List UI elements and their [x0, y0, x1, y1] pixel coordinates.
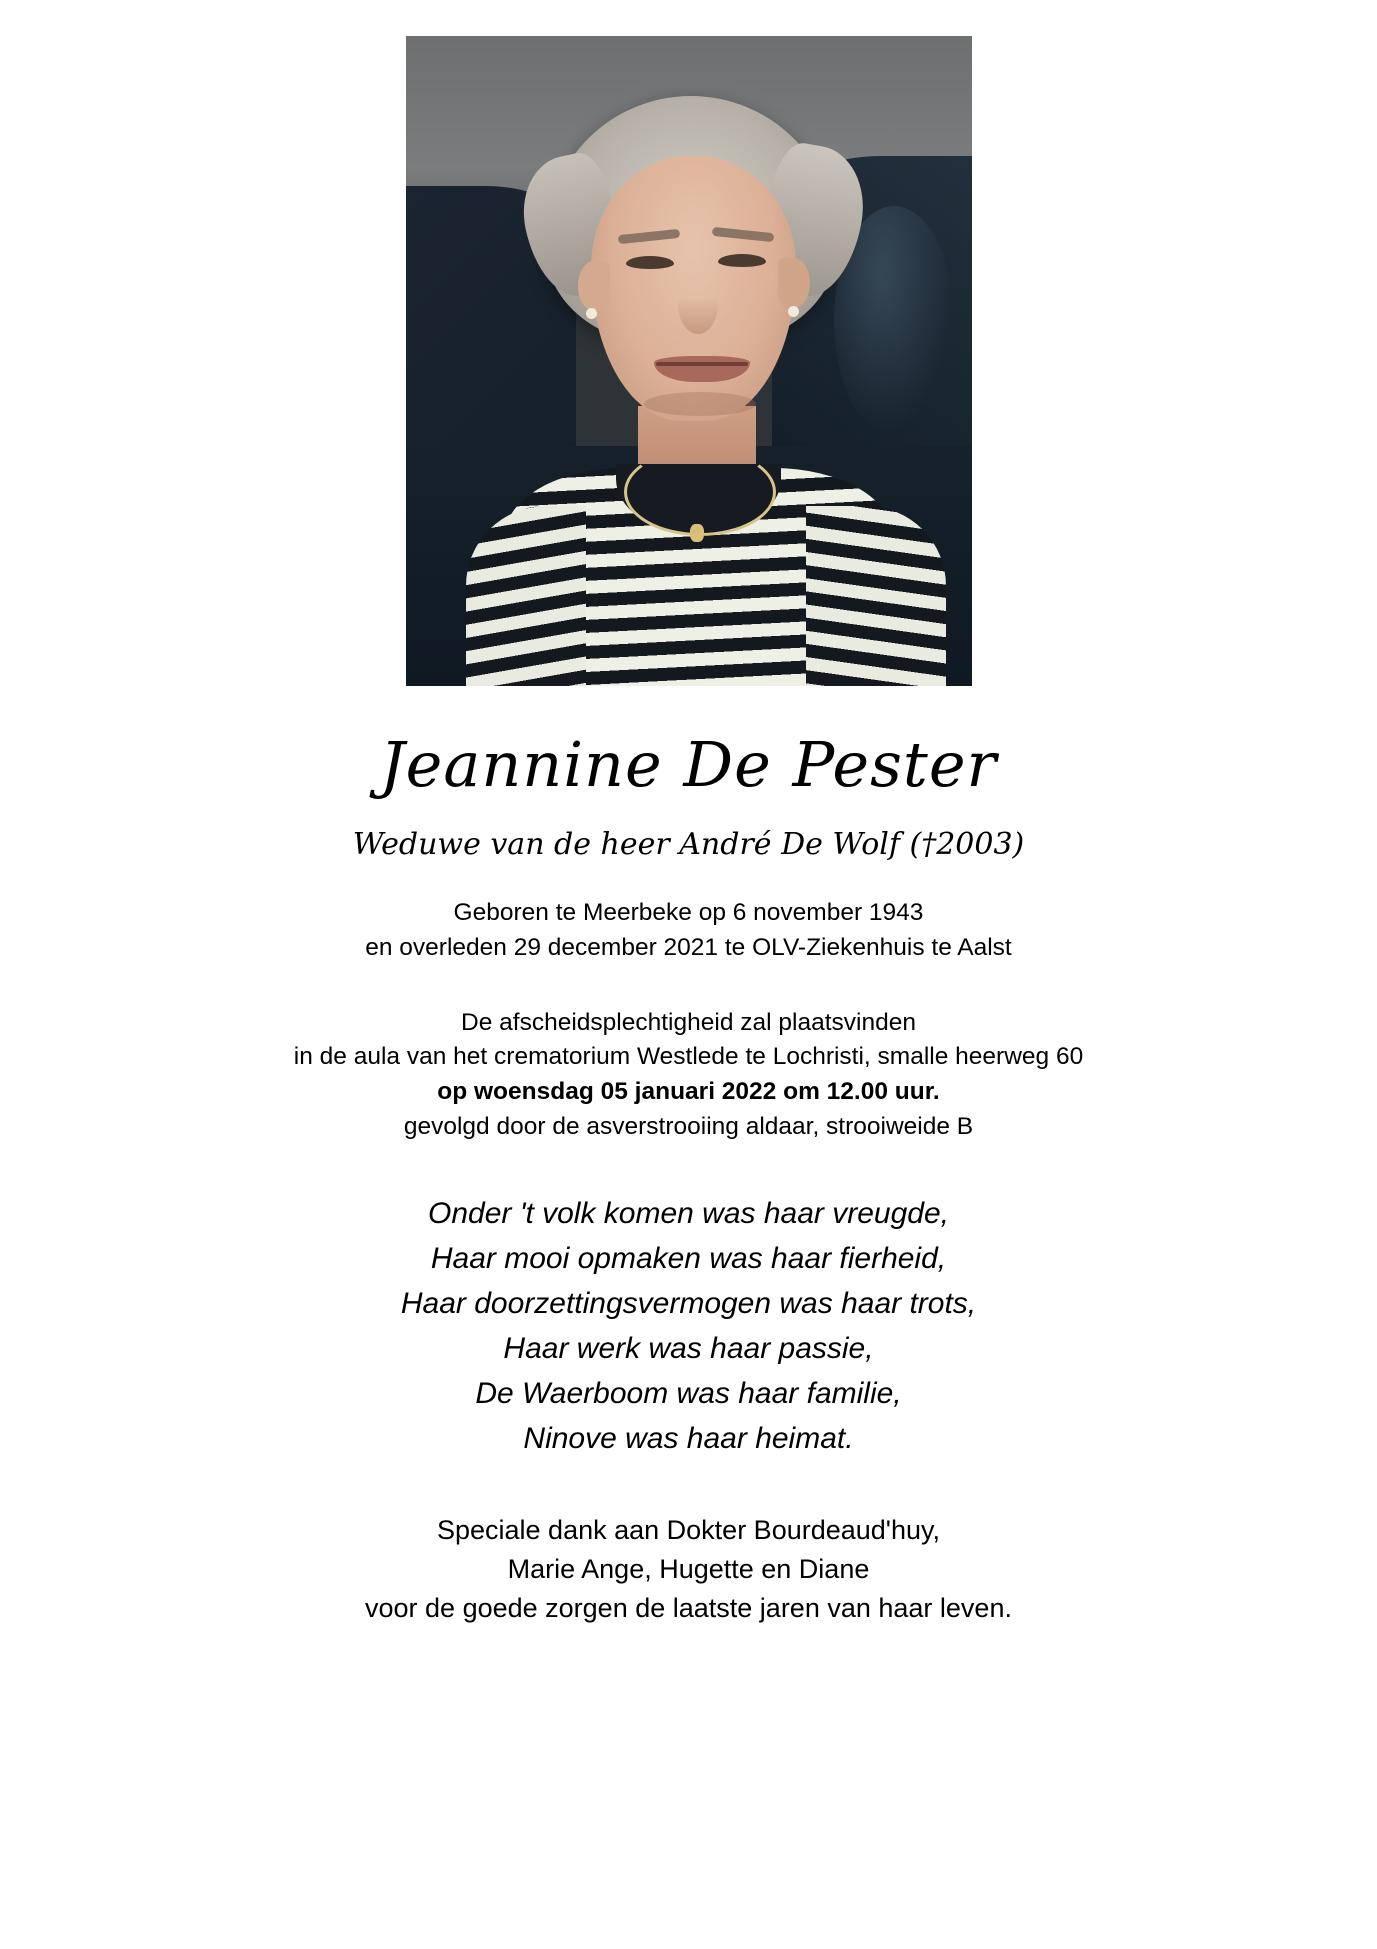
poem-line: De Waerboom was haar familie,: [475, 1376, 902, 1410]
ceremony-datetime: op woensdag 05 januari 2022 om 12.00 uur.: [437, 1078, 940, 1106]
photo-earring-left: [586, 308, 597, 319]
photo-chin-shadow: [644, 392, 756, 416]
photo-nose: [678, 274, 718, 334]
poem-line: Onder 't volk komen was haar vreugde,: [428, 1196, 949, 1230]
photo-mouth-line: [656, 362, 748, 366]
poem-block: [401, 1191, 976, 1461]
ceremony-line-1: De afscheidsplechtigheid zal plaatsvinden: [461, 1008, 916, 1036]
death-line: en overleden 29 december 2021 te OLV-Ziekenhuis te Aalst: [365, 933, 1012, 961]
thanks-block: [365, 1511, 1012, 1628]
photo-earring-right: [788, 306, 799, 317]
thanks-line: voor de goede zorgen de laatste jaren van haar leven.: [365, 1593, 1012, 1624]
ceremony-after-line: gevolgd door de asverstrooiing aldaar, strooiweide B: [403, 1113, 974, 1140]
photo-pendant: [690, 524, 704, 542]
photo-eye-right: [718, 254, 766, 267]
poem-line: Haar mooi opmaken was haar fierheid,: [430, 1241, 947, 1275]
photo-eye-left: [626, 256, 674, 269]
poem-line: Haar werk was haar passie,: [503, 1331, 874, 1365]
ceremony-line-2: in de aula van het crematorium Westlede te Lochristi, smalle heerweg 60: [293, 1043, 1084, 1071]
ceremony-block: [294, 1006, 1083, 1145]
portrait-photo-illustration: [406, 36, 972, 686]
thanks-line: Speciale dank aan Dokter Bourdeaud'huy,: [436, 1514, 940, 1545]
photo-ear-right: [778, 258, 810, 308]
portrait-photo: [406, 36, 972, 686]
photo-necklace: [624, 448, 776, 536]
birth-death-block: [365, 896, 1012, 966]
poem-line: Haar doorzettingsvermogen was haar trots,: [400, 1286, 977, 1320]
poem-line: Ninove was haar heimat.: [523, 1421, 854, 1455]
deceased-name: Jeannine De Pester: [379, 728, 998, 801]
thanks-line: Marie Ange, Hugette en Diane: [507, 1553, 870, 1584]
spouse-subtitle: Weduwe van de heer André De Wolf (†2003): [352, 827, 1025, 863]
photo-shoulder-right: [806, 506, 946, 686]
birth-line: Geboren te Meerbeke op 6 november 1943: [453, 899, 924, 927]
photo-ear-left: [578, 261, 610, 311]
